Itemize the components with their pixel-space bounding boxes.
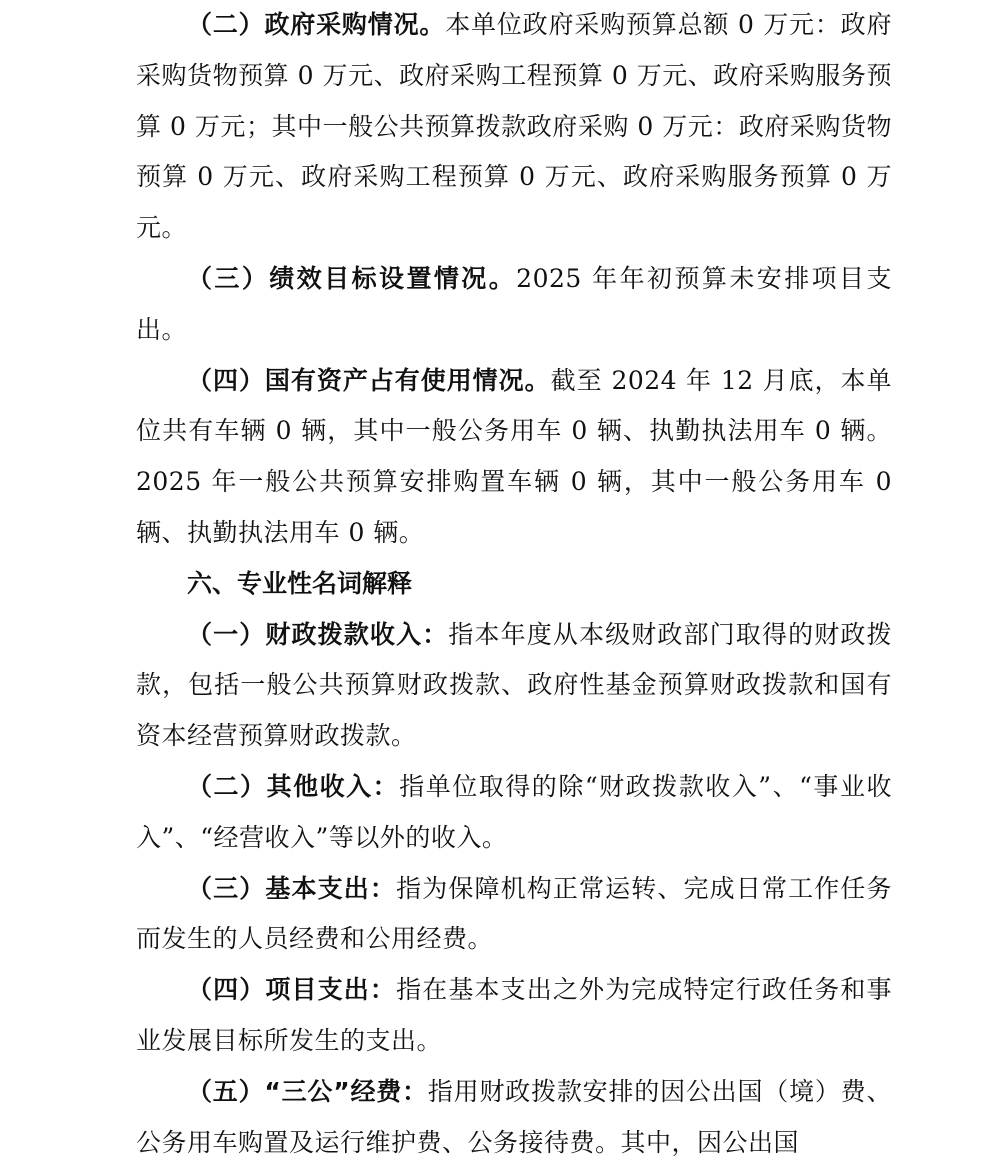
definition-term: （四）项目支出： <box>187 975 397 1005</box>
definition-three-public-expenses <box>136 1067 892 1168</box>
paragraph-lead: （二）政府采购情况。 <box>187 10 446 39</box>
document-body <box>136 0 892 1168</box>
definition-project-expenditure <box>136 965 892 1067</box>
paragraph-performance-targets <box>136 254 892 356</box>
definition-fiscal-appropriation <box>136 610 892 762</box>
definition-term: （二）其他收入： <box>187 771 400 801</box>
paragraph-text: 截至 2024 年 12 月底，本单位共有车辆 0 辆，其中一般公务用车 0 辆、执勤执法用车 0 辆。2025 年一般公共预算安排购置车辆 0 辆，其中一般公务用车 0 辆、执勤执法用车 0 辆。 <box>136 365 892 547</box>
definition-basic-expenditure <box>136 864 892 966</box>
paragraph-text: 2025 年年初预算未安排项目支出。 <box>136 263 892 344</box>
definition-text: 指在基本支出之外为完成特定行政任务和事业发展目标所发生的支出。 <box>136 975 892 1055</box>
section-heading: 六、专业性名词解释 <box>187 568 413 598</box>
definition-term: （一）财政拨款收入： <box>187 619 449 649</box>
definition-text: 指用财政拨款安排的因公出国（境）费、公务用车购置及运行维护费、公务接待费。其中，因公出国 <box>136 1076 892 1157</box>
definition-text: 指本年度从本级财政部门取得的财政拨款，包括一般公共预算财政拨款、政府性基金预算财政拨款和国有资本经营预算财政拨款。 <box>136 619 892 751</box>
paragraph-state-assets <box>136 356 892 559</box>
definition-term: （五）“三公”经费： <box>187 1076 428 1106</box>
paragraph-lead: （四）国有资产占有使用情况。 <box>187 365 551 395</box>
definition-text: 指单位取得的除“财政拨款收入”、“事业收入”、“经营收入”等以外的收入。 <box>136 771 892 852</box>
paragraph-lead: （三）绩效目标设置情况。 <box>187 263 517 293</box>
paragraph-government-procurement <box>136 0 892 254</box>
paragraph-text: 本单位政府采购预算总额 0 万元：政府采购货物预算 0 万元、政府采购工程预算 0 万元、政府采购服务预算 0 万元；其中一般公共预算拨款政府采购 0 万元：政府采购货物预算 0 万元、政府采购工程预算 0 万元、政府采购服务预算 0 万元。 <box>136 10 892 243</box>
definition-term: （三）基本支出： <box>187 873 397 903</box>
definition-text: 指为保障机构正常运转、完成日常工作任务而发生的人员经费和公用经费。 <box>136 873 892 954</box>
definition-other-income <box>136 762 892 864</box>
